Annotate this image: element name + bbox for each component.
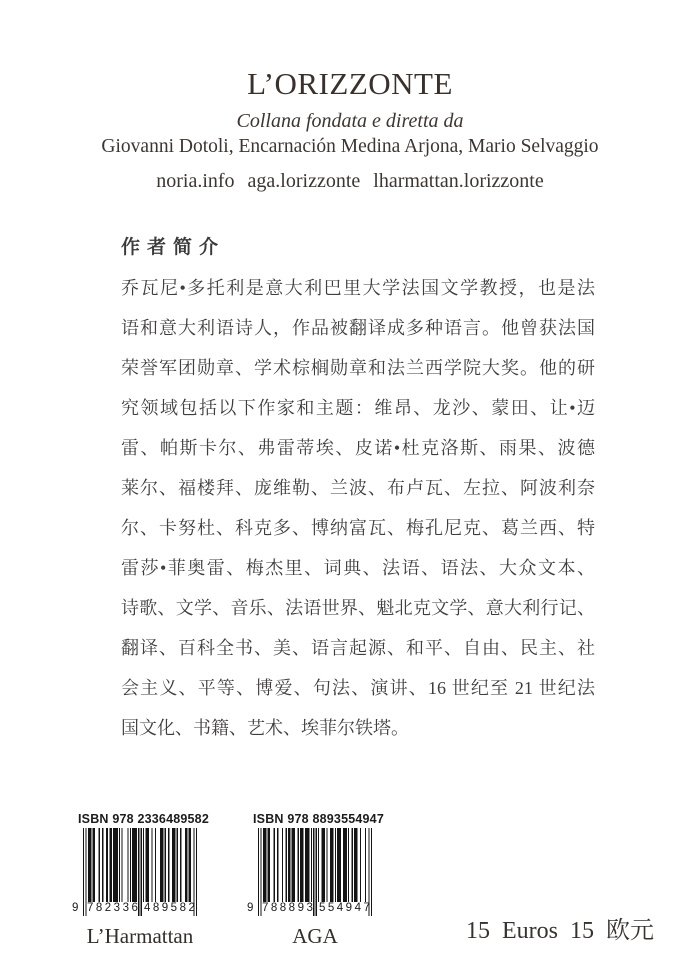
bio-line: 尔、卡努杜、科克多、博纳富瓦、梅孔尼克、葛兰西、特	[121, 518, 595, 538]
isbn-number: ISBN 978 2336489582	[78, 812, 209, 826]
bio-line: 乔瓦尼•多托利是意大利巴里大学法国文学教授，也是法	[121, 278, 595, 298]
author-bio-section	[121, 238, 595, 748]
barcode-digit-lead: 9	[72, 902, 79, 914]
barcode-digit-group: 554947	[319, 902, 373, 914]
series-title: L’ORIZZONTE	[247, 66, 453, 101]
barcode-digits	[70, 902, 202, 916]
bio-line: 雷、帕斯卡尔、弗雷蒂埃、皮诺•杜克洛斯、雨果、波德	[121, 438, 595, 458]
publisher-name: AGA	[292, 924, 338, 948]
barcode-digits	[245, 902, 377, 916]
series-subtitle: Collana fondata e diretta da	[236, 110, 464, 132]
bio-paragraph	[121, 268, 595, 748]
barcode-digit-group: 788893	[262, 902, 316, 914]
barcode-block-aga	[245, 812, 384, 949]
bio-line: 雷莎•菲奥雷、梅杰里、词典、法语、语法、大众文本、	[121, 558, 595, 578]
bio-line: 荣誉军团勋章、学术棕榈勋章和法兰西学院大奖。他的研	[121, 358, 595, 378]
bio-line: 国文化、书籍、艺术、埃菲尔铁塔。	[121, 718, 409, 738]
series-websites: noria.info aga.lorizzonte lharmattan.lorizzonte	[156, 170, 544, 192]
bio-line: 究领域包括以下作家和主题：维昂、龙沙、蒙田、让•迈	[121, 398, 595, 418]
barcode-digit-lead: 9	[247, 902, 254, 914]
series-header	[0, 66, 700, 194]
bio-line: 翻译、百科全书、美、语言起源、和平、自由、民主、社	[121, 638, 595, 658]
barcode-block-lharmattan	[70, 812, 209, 949]
barcode-digit-group: 489582	[144, 902, 198, 914]
bio-heading: 作者简介	[121, 237, 226, 258]
series-directors: Giovanni Dotoli, Encarnación Medina Arjona, Mario Selvaggio	[101, 136, 599, 157]
bio-line: 语和意大利语诗人，作品被翻译成多种语言。他曾获法国	[121, 318, 595, 338]
price-label: 15 Euros 15 欧元	[466, 918, 654, 944]
bio-line: 诗歌、文学、音乐、法语世界、魁北克文学、意大利行记、	[121, 598, 595, 618]
bio-line: 会主义、平等、博爱、句法、演讲、16 世纪至 21 世纪法	[121, 678, 595, 698]
publisher-name: L’Harmattan	[86, 924, 194, 948]
bio-line: 莱尔、福楼拜、庞维勒、兰波、布卢瓦、左拉、阿波利奈	[121, 478, 595, 498]
barcode-digit-group: 782336	[87, 902, 141, 914]
isbn-number: ISBN 978 8893554947	[253, 812, 384, 826]
